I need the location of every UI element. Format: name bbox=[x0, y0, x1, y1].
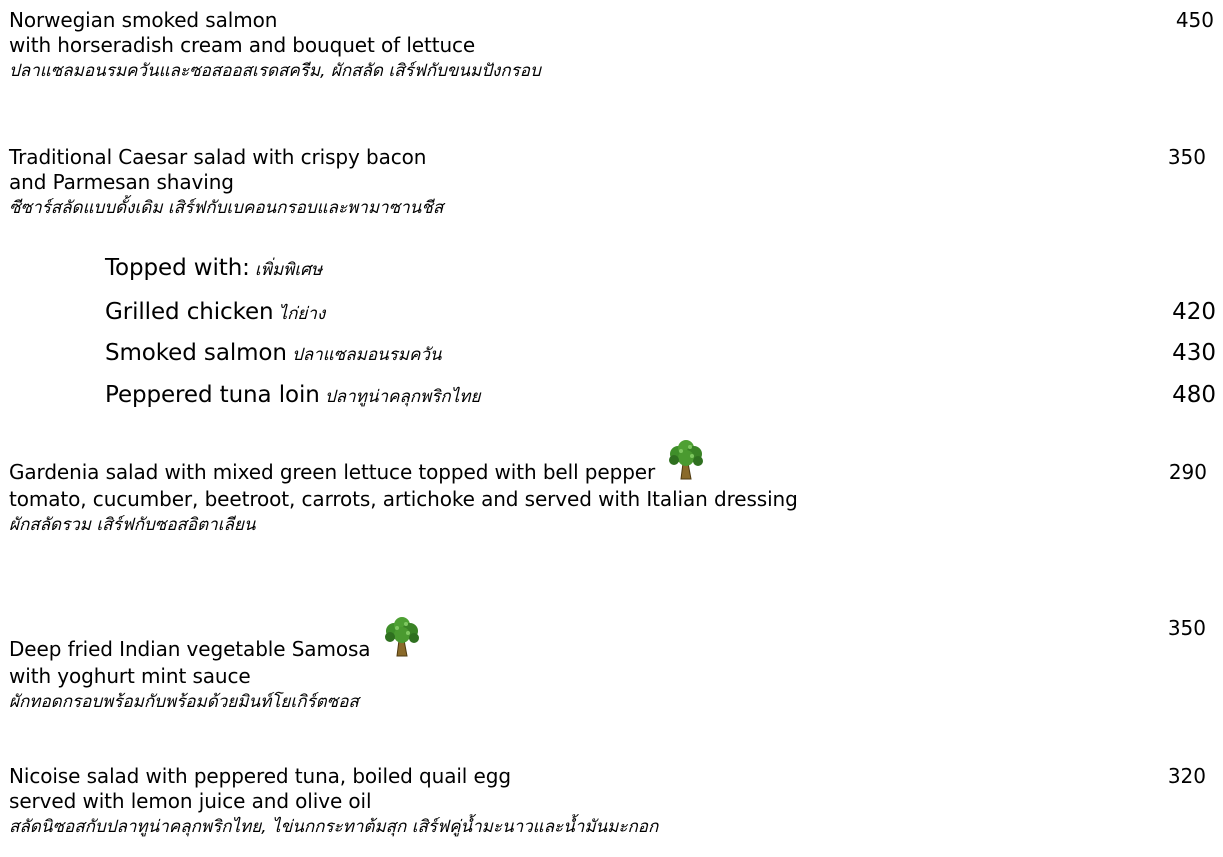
item-name: Nicoise salad with peppered tuna, boiled quail egg bbox=[9, 764, 511, 788]
topping-price: 430 bbox=[1172, 340, 1216, 366]
item-name: Norwegian smoked salmon bbox=[9, 8, 278, 32]
topping-header-label: Topped with: bbox=[105, 255, 250, 281]
item-thai-description: ผักทอดกรอบพร้อมกับพร้อมด้วยมินท์โยเกิร์ตซอส bbox=[9, 692, 359, 712]
topping-name: Grilled chicken bbox=[105, 299, 274, 325]
topping-header bbox=[105, 251, 1216, 285]
topping-option-tuna bbox=[105, 378, 1216, 412]
item-thai-description: สลัดนิซอสกับปลาทูน่าคลุกพริกไทย, ไข่นกกระทาต้มสุก เสิร์ฟคู่น้ำมะนาวและน้ำมันมะกอก bbox=[9, 817, 659, 837]
item-price: 290 bbox=[1168, 460, 1207, 484]
topping-header-thai: เพิ่มพิเศษ bbox=[254, 260, 323, 280]
item-description: with horseradish cream and bouquet of lettuce bbox=[9, 33, 476, 57]
topping-name: Peppered tuna loin bbox=[105, 382, 320, 408]
item-description: served with lemon juice and olive oil bbox=[9, 789, 372, 813]
item-name bbox=[9, 616, 1214, 664]
item-description: with yoghurt mint sauce bbox=[9, 664, 251, 688]
item-thai-description: ผักสลัดรวม เสิร์ฟกับซอสอิตาเลียน bbox=[9, 515, 256, 535]
item-name bbox=[9, 460, 1214, 487]
item-description: and Parmesan shaving bbox=[9, 170, 234, 194]
item-name-text: Gardenia salad with mixed green lettuce topped with bell pepper bbox=[9, 460, 656, 484]
topping-option-chicken bbox=[105, 295, 1216, 329]
item-name-text: Deep fried Indian vegetable Samosa bbox=[9, 637, 371, 661]
item-price: 350 bbox=[1167, 145, 1206, 169]
menu-item-smoked-salmon bbox=[9, 8, 1214, 82]
menu-item-samosa bbox=[9, 616, 1214, 713]
topping-price: 480 bbox=[1172, 382, 1216, 408]
menu-item-nicoise-salad bbox=[9, 764, 1214, 838]
topping-thai-name: ปลาแซลมอนรมควัน bbox=[291, 345, 442, 365]
broccoli-icon bbox=[381, 616, 423, 664]
item-price: 350 bbox=[1167, 616, 1206, 640]
item-price: 320 bbox=[1167, 764, 1206, 788]
menu-item-gardenia-salad bbox=[9, 460, 1214, 536]
topping-name: Smoked salmon bbox=[105, 340, 287, 366]
item-thai-description: ปลาแซลมอนรมควันและซอสออสเรดสครีม, ผักสลัด เสิร์ฟกับขนมปังกรอบ bbox=[9, 61, 541, 81]
topping-thai-name: ไก่ย่าง bbox=[278, 304, 326, 324]
topping-option-salmon bbox=[105, 336, 1216, 370]
item-description: tomato, cucumber, beetroot, carrots, artichoke and served with Italian dressing bbox=[9, 487, 798, 511]
topping-price: 420 bbox=[1172, 299, 1216, 325]
menu-item-caesar-salad bbox=[9, 145, 1214, 219]
item-price: 450 bbox=[1175, 8, 1214, 32]
item-thai-description: ซีซาร์สลัดแบบดั้งเดิม เสิร์ฟกับเบคอนกรอบและพามาซานชีส bbox=[9, 198, 444, 218]
topping-thai-name: ปลาทูน่าคลุกพริกไทย bbox=[324, 387, 481, 407]
broccoli-icon bbox=[665, 439, 707, 487]
item-name: Traditional Caesar salad with crispy bacon bbox=[9, 145, 427, 169]
